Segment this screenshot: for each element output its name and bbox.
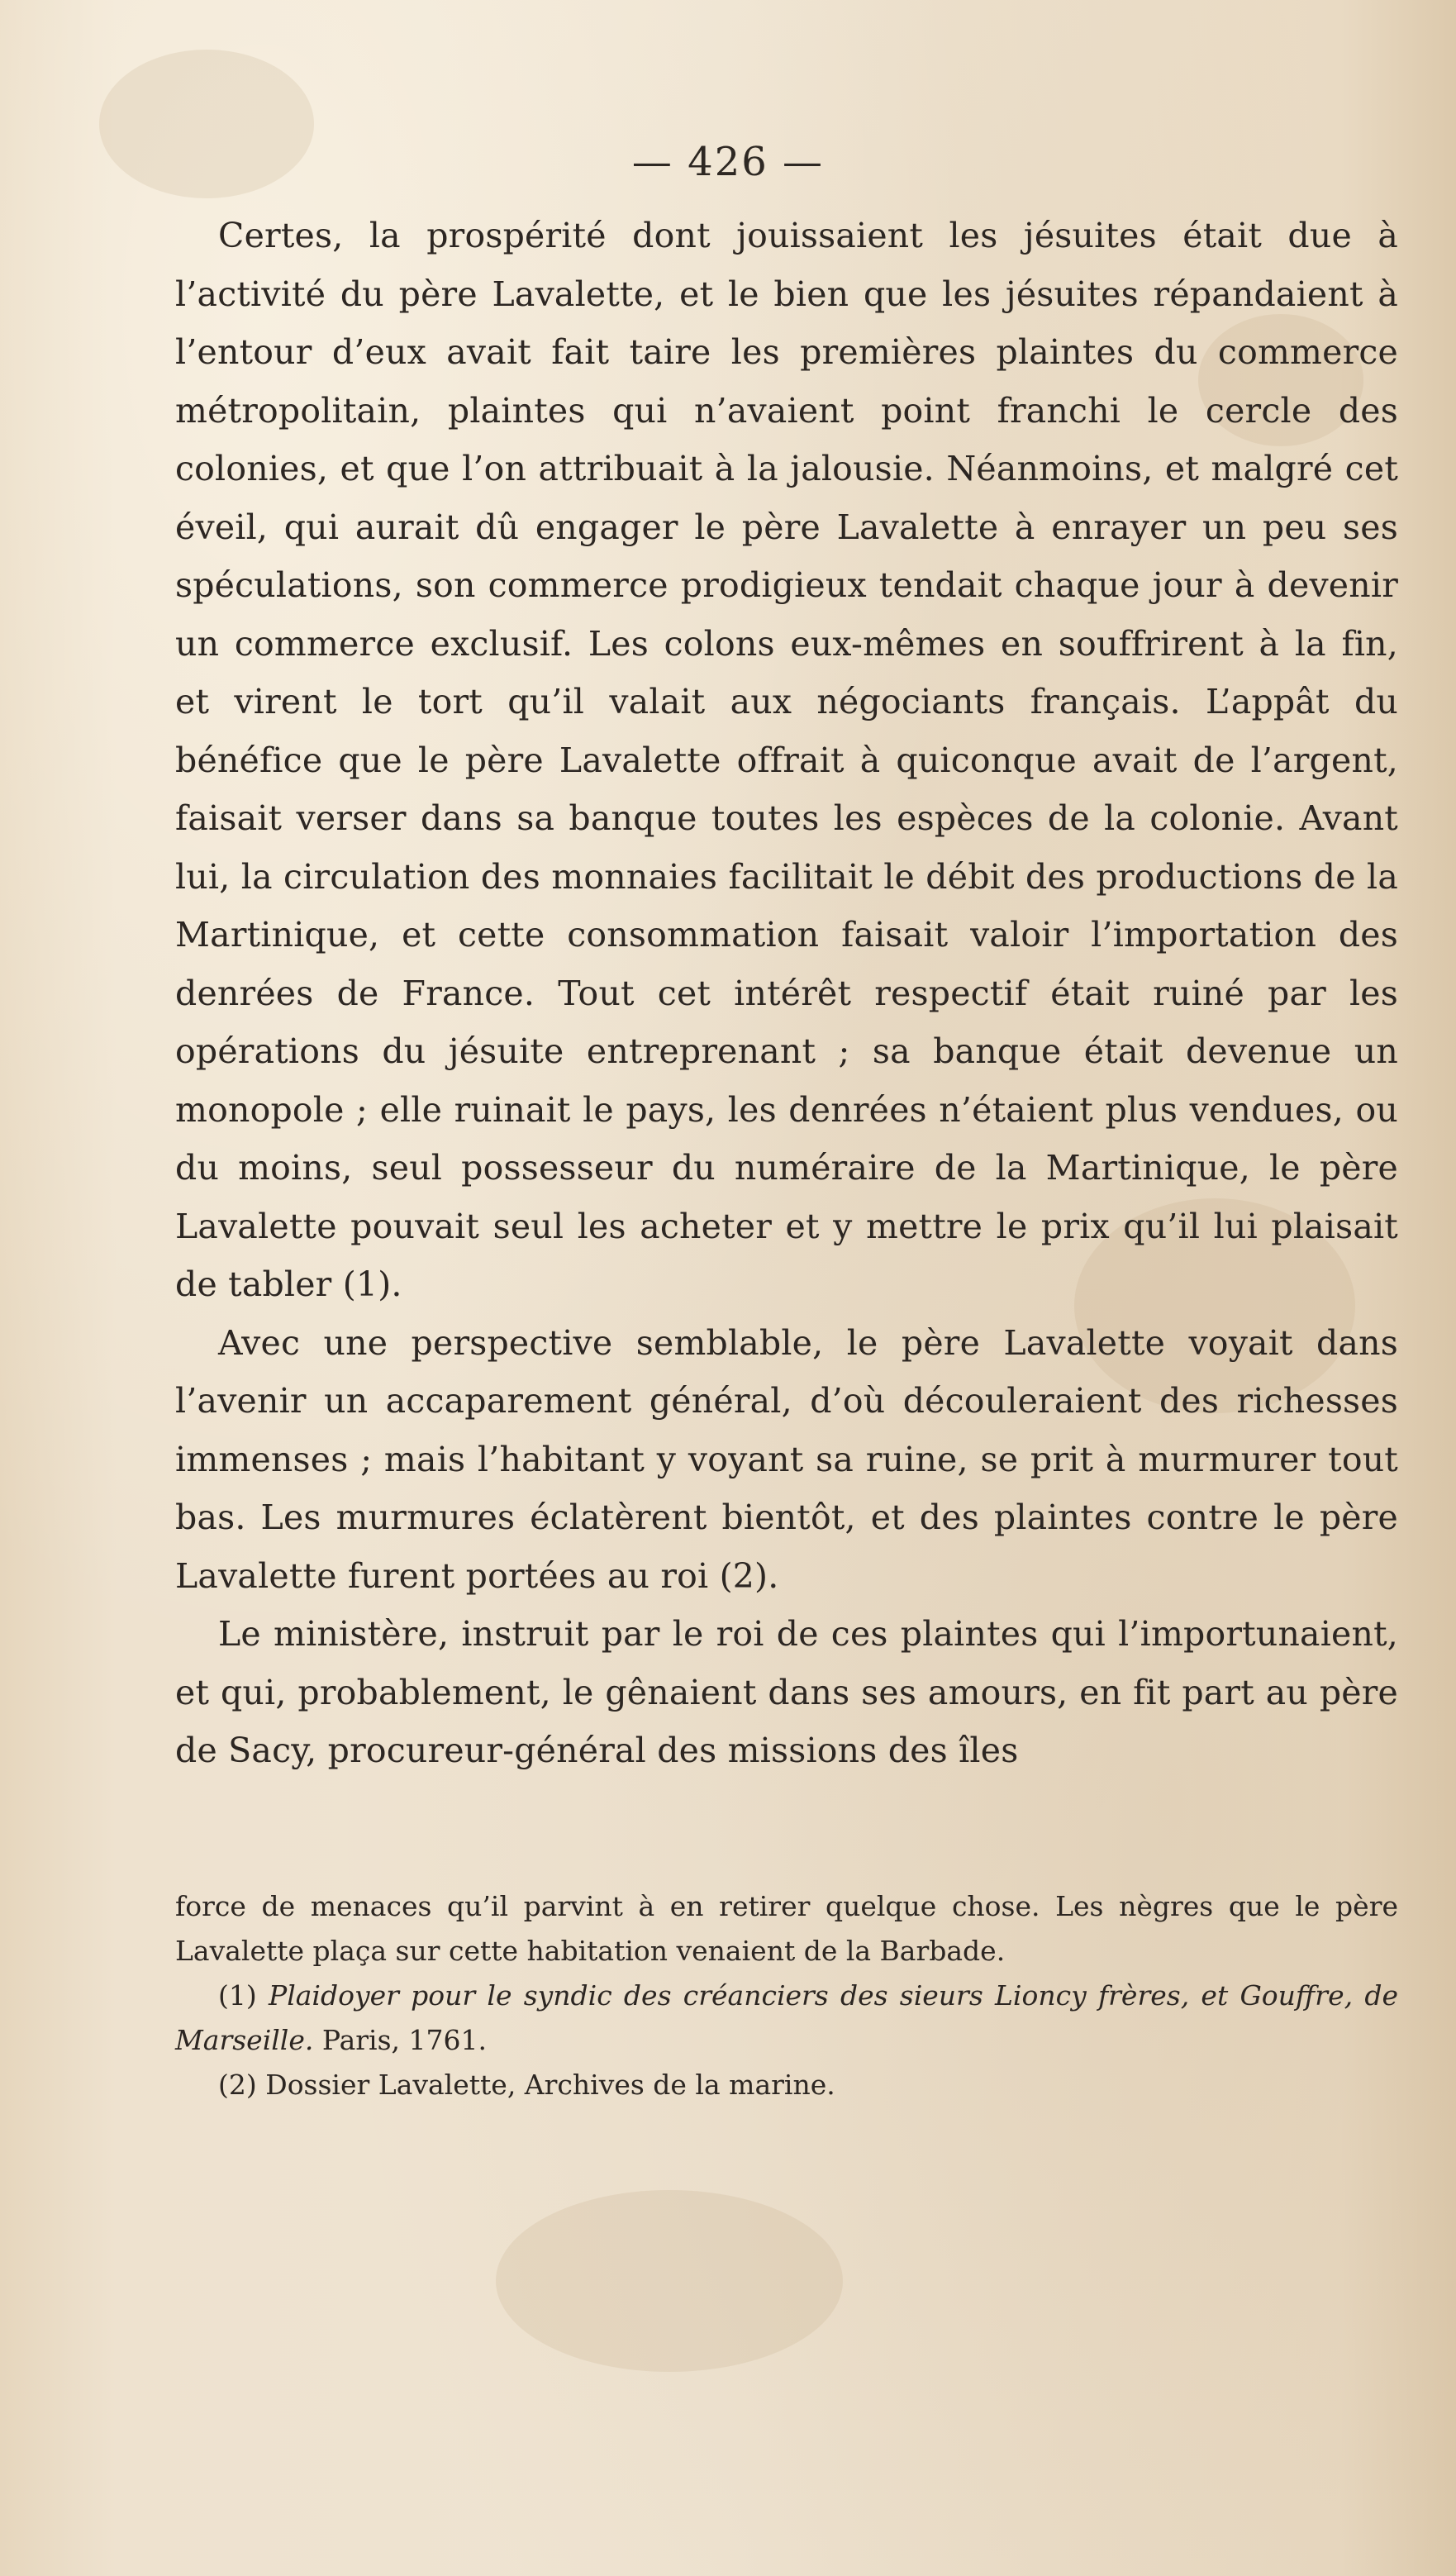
footnotes [175, 1884, 1398, 2107]
footnote-continuation: force de menaces qu’il parvint à en retirer quelque chose. Les nègres que le père Lavalette plaça sur cette habitation venaient de la Barbade. [175, 1890, 1398, 1967]
paragraph: Le ministère, instruit par le roi de ces plaintes qui l’importunaient, et qui, probablement, le gênaient dans ses amours, en fit part au père de Sacy, procureur-général des missions des îles [175, 1614, 1398, 1770]
paragraph: Certes, la prospérité dont jouissaient les jésuites était due à l’activité du père Lavalette, et le bien que les jésuites répandaient à l’entour d’eux avait fait taire les premières plaintes du commerce métropolitain, plaintes qui n’avaient point franchi le cercle des colonies, et que l’on attribuait à la jalousie. Néanmoins, et malgré cet éveil, qui aurait dû engager le père Lavalette à enrayer un peu ses spéculations, son commerce prodigieux tendait chaque jour à devenir un commerce exclusif. Les colons eux-mêmes en souffrirent à la fin, et virent le tort qu’il valait aux négociants français. L’appât du bénéfice que le père Lavalette offrait à quiconque avait de l’argent, faisait verser dans sa banque toutes les espèces de la colonie. Avant lui, la circulation des monnaies facilitait le débit des productions de la Martinique, et cette consommation faisait valoir l’importation des denrées de France. Tout cet intérêt respectif était ruiné par les opérations du jésuite entreprenant ; sa banque était devenue un monopole ; elle ruinait le pays, les denrées n’étaient plus vendues, ou du moins, seul possesseur du numéraire de la Martinique, le père Lavalette pouvait seul les acheter et y mettre le prix qu’il lui plaisait de tabler (1). [175, 216, 1398, 1304]
footnote-1-rest: Paris, 1761. [321, 2024, 488, 2056]
main-text [175, 207, 1398, 1780]
footnote-marker: (1) [218, 1979, 257, 2012]
footnote-1-title: Plaidoyer pour le syndic des créanciers des sieurs Lioncy frères, et Gouffre, de Marseille. [175, 1979, 1398, 2056]
paragraph: Avec une perspective semblable, le père Lavalette voyait dans l’avenir un accaparement général, d’où découleraient des richesses immenses ; mais l’habitant y voyant sa ruine, se prit à murmurer tout bas. Les murmures éclatèrent bientôt, et des plaintes contre le père Lavalette furent portées au roi (2). [175, 1322, 1398, 1596]
footnote-1 [175, 1974, 1398, 2063]
page-number: — 426 — [631, 139, 825, 185]
paper-stain [496, 2190, 843, 2372]
footnote-2: (2) Dossier Lavalette, Archives de la marine. [218, 2069, 835, 2101]
